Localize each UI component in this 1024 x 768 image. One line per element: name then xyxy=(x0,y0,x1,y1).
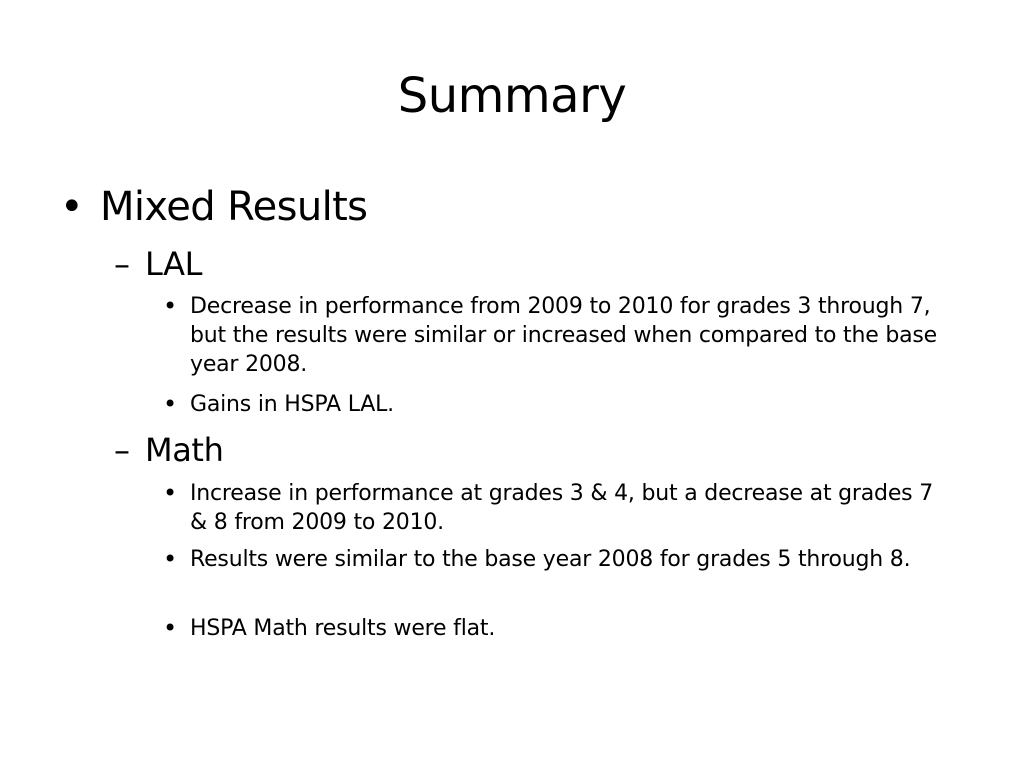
bullet-lal-2: • xyxy=(163,390,178,418)
math-item-2: Results were similar to the base year 2008 for grades 5 through 8. xyxy=(190,547,911,572)
math-item-1: Increase in performance at grades 3 & 4, but a decrease at grades 7 & 8 from 2009 to 2010. xyxy=(190,481,934,535)
dash-lal: – xyxy=(114,245,130,283)
bullet-math-2: • xyxy=(163,545,178,573)
lal-heading: LAL xyxy=(145,245,203,283)
bullet-lal-1: • xyxy=(163,292,178,320)
slide-title: Summary xyxy=(397,68,627,124)
lal-item-1: Decrease in performance from 2009 to 2010 for grades 3 through 7, but the results were similar or increased when compared to the base year 2008. xyxy=(190,294,937,377)
lal-item-2: Gains in HSPA LAL. xyxy=(190,392,394,417)
dash-math: – xyxy=(114,431,130,469)
math-item-3: HSPA Math results were flat. xyxy=(190,616,496,641)
math-heading: Math xyxy=(145,431,224,469)
bullet-mixed-results: • xyxy=(60,184,84,230)
mixed-results-heading: Mixed Results xyxy=(100,184,368,230)
bullet-math-1: • xyxy=(163,479,178,507)
bullet-math-3: • xyxy=(163,614,178,642)
